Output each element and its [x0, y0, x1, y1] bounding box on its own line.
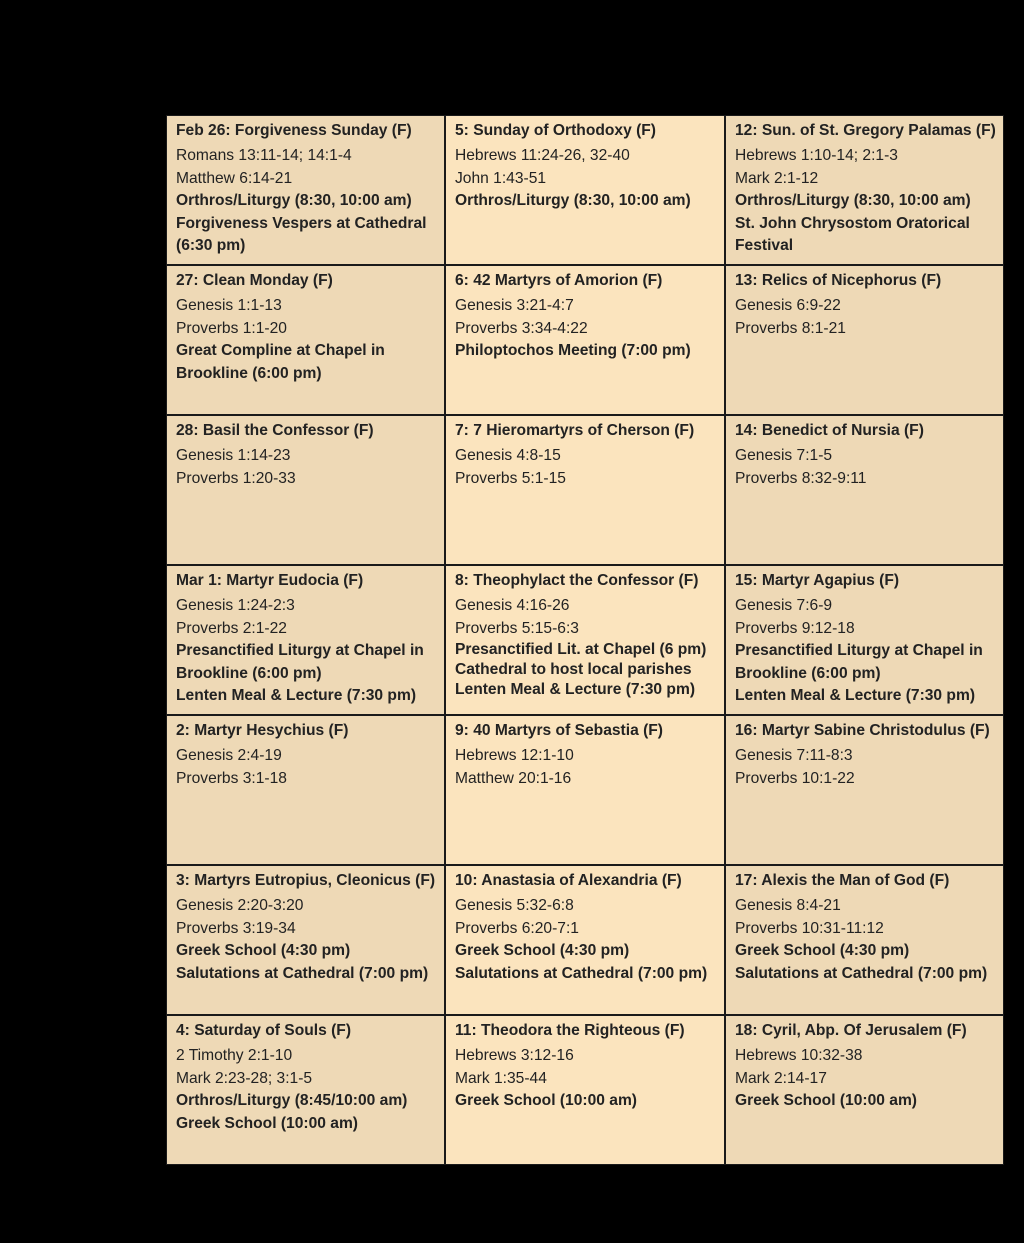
scripture-reading: 2 Timothy 2:1-10	[176, 1047, 293, 1065]
day-title: 18: Cyril, Abp. Of Jerusalem (F)	[735, 1022, 967, 1039]
scripture-reading: Proverbs 8:32-9:11	[735, 469, 867, 487]
calendar-day-cell	[166, 1015, 445, 1165]
scripture-reading: Matthew 20:1-16	[455, 769, 572, 787]
scripture-reading: Genesis 2:20-3:20	[176, 897, 304, 915]
day-title: 17: Alexis the Man of God (F)	[735, 872, 950, 889]
day-title: 11: Theodora the Righteous (F)	[455, 1022, 685, 1039]
scripture-reading: Genesis 1:1-13	[176, 297, 282, 315]
scripture-reading: Matthew 6:14-21	[176, 169, 293, 187]
scripture-reading: Genesis 7:1-5	[735, 447, 833, 465]
scripture-reading: Genesis 5:32-6:8	[455, 897, 574, 915]
scripture-reading: Genesis 7:6-9	[735, 597, 833, 615]
scripture-reading: Proverbs 1:20-33	[176, 469, 296, 487]
day-title: 5: Sunday of Orthodoxy (F)	[455, 122, 656, 139]
event-line: Forgiveness Vespers at Cathedral (6:30 pm)	[176, 214, 427, 255]
scripture-reading: Genesis 7:11-8:3	[735, 747, 853, 765]
scripture-reading: Genesis 1:14-23	[176, 447, 291, 465]
scripture-reading: Proverbs 2:1-22	[176, 619, 287, 637]
calendar-day-cell	[725, 415, 1004, 565]
scripture-reading: Proverbs 3:34-4:22	[455, 319, 588, 337]
scripture-reading: Hebrews 10:32-38	[735, 1047, 863, 1065]
day-title: 14: Benedict of Nursia (F)	[735, 422, 924, 439]
event-line: Presanctified Liturgy at Chapel in Brookline (6:00 pm)	[176, 642, 424, 682]
event-line: Orthros/Liturgy (8:30, 10:00 am)	[735, 192, 971, 210]
calendar-day-cell	[166, 715, 445, 865]
calendar-grid	[166, 115, 1004, 1165]
scripture-reading: Proverbs 3:19-34	[176, 919, 296, 937]
calendar-day-cell	[725, 115, 1004, 265]
scripture-reading: Hebrews 11:24-26, 32-40	[455, 147, 630, 165]
scripture-reading: Proverbs 10:1-22	[735, 769, 855, 787]
scripture-reading: Hebrews 12:1-10	[455, 747, 574, 765]
day-title: 7: 7 Hieromartyrs of Cherson (F)	[455, 422, 695, 439]
day-title: 9: 40 Martyrs of Sebastia (F)	[455, 722, 663, 739]
event-line: Salutations at Cathedral (7:00 pm)	[176, 964, 429, 982]
calendar-day-cell	[166, 115, 445, 265]
event-line: Greek School (4:30 pm)	[176, 942, 351, 960]
event-line: Philoptochos Meeting (7:00 pm)	[455, 342, 691, 360]
scripture-reading: Hebrews 3:12-16	[455, 1047, 574, 1065]
event-line: Greek School (4:30 pm)	[455, 942, 630, 960]
scripture-reading: Proverbs 8:1-21	[735, 319, 846, 337]
scripture-reading: Proverbs 5:1-15	[455, 469, 566, 487]
event-line: Salutations at Cathedral (7:00 pm)	[455, 964, 708, 982]
calendar-day-cell	[725, 565, 1004, 715]
day-title: 16: Martyr Sabine Christodulus (F)	[735, 722, 990, 739]
event-line: Great Compline at Chapel in Brookline (6:00 pm)	[176, 342, 385, 382]
event-line: St. John Chrysostom Oratorical Festival	[735, 214, 970, 255]
scripture-reading: Genesis 8:4-21	[735, 897, 841, 915]
event-line: Greek School (10:00 am)	[176, 1114, 359, 1132]
calendar-day-cell	[725, 265, 1004, 415]
calendar-day-cell	[725, 715, 1004, 865]
scripture-reading: Proverbs 5:15-6:3	[455, 619, 579, 637]
scripture-reading: Mark 2:23-28; 3:1-5	[176, 1069, 313, 1087]
scripture-reading: Hebrews 1:10-14; 2:1-3	[735, 147, 898, 165]
scripture-reading: Genesis 1:24-2:3	[176, 597, 295, 615]
calendar-day-cell	[445, 415, 725, 565]
event-line: Presanctified Lit. at Chapel (6 pm)	[455, 641, 707, 659]
day-title: 15: Martyr Agapius (F)	[735, 572, 900, 589]
calendar-day-cell	[445, 115, 725, 265]
calendar-day-cell	[445, 715, 725, 865]
scripture-reading: Mark 1:35-44	[455, 1069, 547, 1087]
event-line: Salutations at Cathedral (7:00 pm)	[735, 964, 988, 982]
event-line: Greek School (10:00 am)	[455, 1092, 638, 1110]
calendar-day-cell	[166, 565, 445, 715]
calendar-day-cell	[166, 865, 445, 1015]
event-line: Greek School (4:30 pm)	[735, 942, 910, 960]
calendar-day-cell	[445, 865, 725, 1015]
event-line: Cathedral to host local parishes	[455, 661, 692, 679]
day-title: 27: Clean Monday (F)	[176, 272, 333, 289]
day-title: Mar 1: Martyr Eudocia (F)	[176, 572, 364, 589]
day-title: 6: 42 Martyrs of Amorion (F)	[455, 272, 663, 289]
calendar-day-cell	[445, 1015, 725, 1165]
day-title: 10: Anastasia of Alexandria (F)	[455, 872, 682, 889]
scripture-reading: Proverbs 6:20-7:1	[455, 919, 579, 937]
event-line: Lenten Meal & Lecture (7:30 pm)	[455, 681, 696, 699]
calendar-day-cell	[725, 865, 1004, 1015]
calendar-day-cell	[166, 415, 445, 565]
day-title: 3: Martyrs Eutropius, Cleonicus (F)	[176, 872, 436, 889]
event-line: Orthros/Liturgy (8:45/10:00 am)	[176, 1092, 408, 1110]
scripture-reading: Mark 2:1-12	[735, 169, 819, 187]
event-line: Orthros/Liturgy (8:30, 10:00 am)	[176, 192, 412, 210]
scripture-reading: Genesis 6:9-22	[735, 297, 841, 315]
scripture-reading: Proverbs 1:1-20	[176, 319, 287, 337]
scripture-reading: Genesis 2:4-19	[176, 747, 282, 765]
scripture-reading: Proverbs 10:31-11:12	[735, 919, 884, 937]
calendar-day-cell	[445, 565, 725, 715]
event-line: Greek School (10:00 am)	[735, 1092, 918, 1110]
scripture-reading: Genesis 4:8-15	[455, 447, 561, 465]
event-line: Lenten Meal & Lecture (7:30 pm)	[176, 687, 417, 705]
calendar-day-cell	[725, 1015, 1004, 1165]
day-title: Feb 26: Forgiveness Sunday (F)	[176, 122, 412, 139]
scripture-reading: Genesis 3:21-4:7	[455, 297, 574, 315]
day-title: 12: Sun. of St. Gregory Palamas (F)	[735, 122, 996, 139]
calendar-day-cell	[445, 265, 725, 415]
scripture-reading: Proverbs 9:12-18	[735, 619, 855, 637]
day-title: 4: Saturday of Souls (F)	[176, 1022, 352, 1039]
event-line: Lenten Meal & Lecture (7:30 pm)	[735, 687, 976, 705]
event-line: Presanctified Liturgy at Chapel in Brookline (6:00 pm)	[735, 642, 983, 682]
scripture-reading: Genesis 4:16-26	[455, 597, 570, 615]
scripture-reading: Proverbs 3:1-18	[176, 769, 287, 787]
day-title: 28: Basil the Confessor (F)	[176, 422, 374, 439]
scripture-reading: Romans 13:11-14; 14:1-4	[176, 147, 352, 165]
day-title: 13: Relics of Nicephorus (F)	[735, 272, 942, 289]
day-title: 2: Martyr Hesychius (F)	[176, 722, 349, 739]
scripture-reading: John 1:43-51	[455, 169, 547, 187]
day-title: 8: Theophylact the Confessor (F)	[455, 572, 699, 589]
scripture-reading: Mark 2:14-17	[735, 1069, 827, 1087]
event-line: Orthros/Liturgy (8:30, 10:00 am)	[455, 192, 691, 210]
calendar-day-cell	[166, 265, 445, 415]
